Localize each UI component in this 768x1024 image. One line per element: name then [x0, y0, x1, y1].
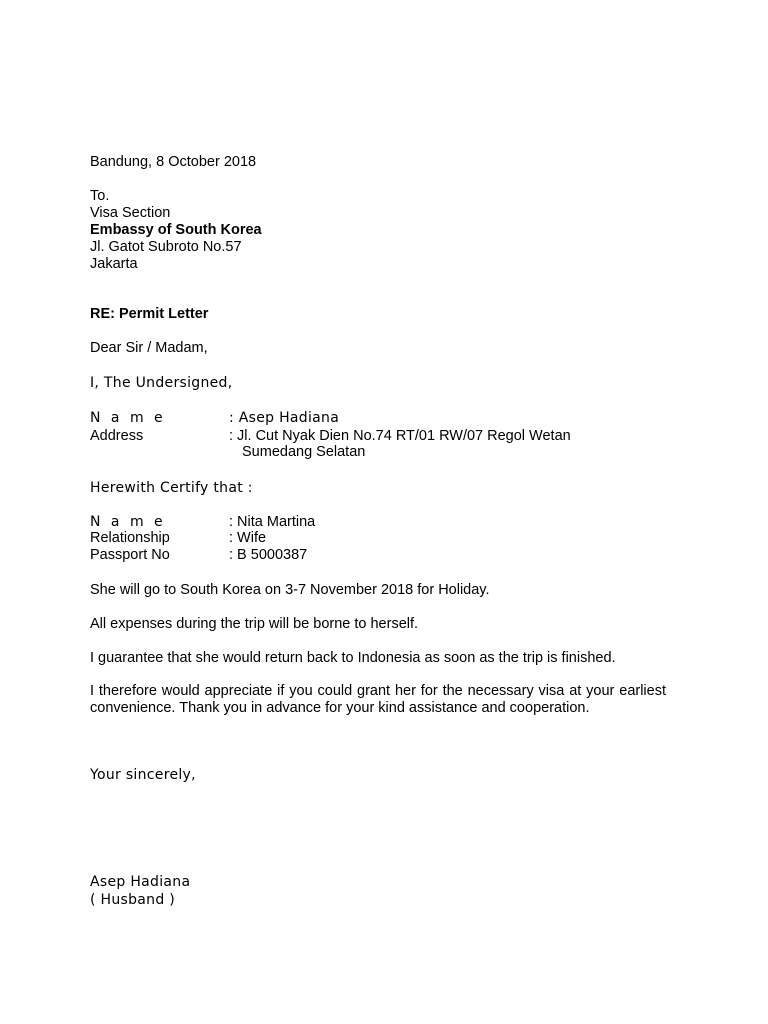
undersigned-intro: I, The Undersigned, — [90, 375, 233, 391]
undersigned-address-line1: : Jl. Cut Nyak Dien No.74 RT/01 RW/07 Regol Wetan — [229, 428, 571, 444]
undersigned-name-label: N a m e — [90, 410, 166, 426]
recipient-to: To. — [90, 188, 110, 204]
signature-name: Asep Hadiana — [90, 874, 191, 890]
salutation: Dear Sir / Madam, — [90, 340, 208, 356]
body-paragraph-1: She will go to South Korea on 3-7 November 2018 for Holiday. — [90, 582, 490, 598]
closing: Your sincerely, — [90, 767, 196, 783]
undersigned-address-label: Address — [90, 428, 144, 444]
recipient-section: Visa Section — [90, 205, 171, 221]
recipient-city: Jakarta — [90, 256, 138, 272]
body-paragraph-3: I guarantee that she would return back to Indonesia as soon as the trip is finished. — [90, 650, 616, 666]
subject-line: RE: Permit Letter — [90, 306, 209, 322]
undersigned-address-line2: Sumedang Selatan — [242, 444, 366, 460]
certified-passport-label: Passport No — [90, 547, 170, 563]
certified-relationship-label: Relationship — [90, 530, 170, 546]
recipient-street: Jl. Gatot Subroto No.57 — [90, 239, 242, 255]
body-paragraph-2: All expenses during the trip will be borne to herself. — [90, 616, 419, 632]
certified-name-value: : Nita Martina — [229, 514, 316, 530]
certify-intro: Herewith Certify that : — [90, 480, 253, 496]
signature-role: ( Husband ) — [90, 892, 176, 908]
body-paragraph-4: I therefore would appreciate if you could grant her for the necessary visa at your earliest convenience. Thank you in advance for your kind assistance and cooperation. — [90, 683, 666, 716]
certified-passport-value: : B 5000387 — [229, 547, 308, 563]
recipient-embassy: Embassy of South Korea — [90, 222, 262, 238]
certified-relationship-value: : Wife — [229, 530, 267, 546]
certified-name-label: N a m e — [90, 514, 166, 530]
undersigned-name-value: : Asep Hadiana — [229, 410, 340, 426]
date-line: Bandung, 8 October 2018 — [90, 154, 257, 170]
